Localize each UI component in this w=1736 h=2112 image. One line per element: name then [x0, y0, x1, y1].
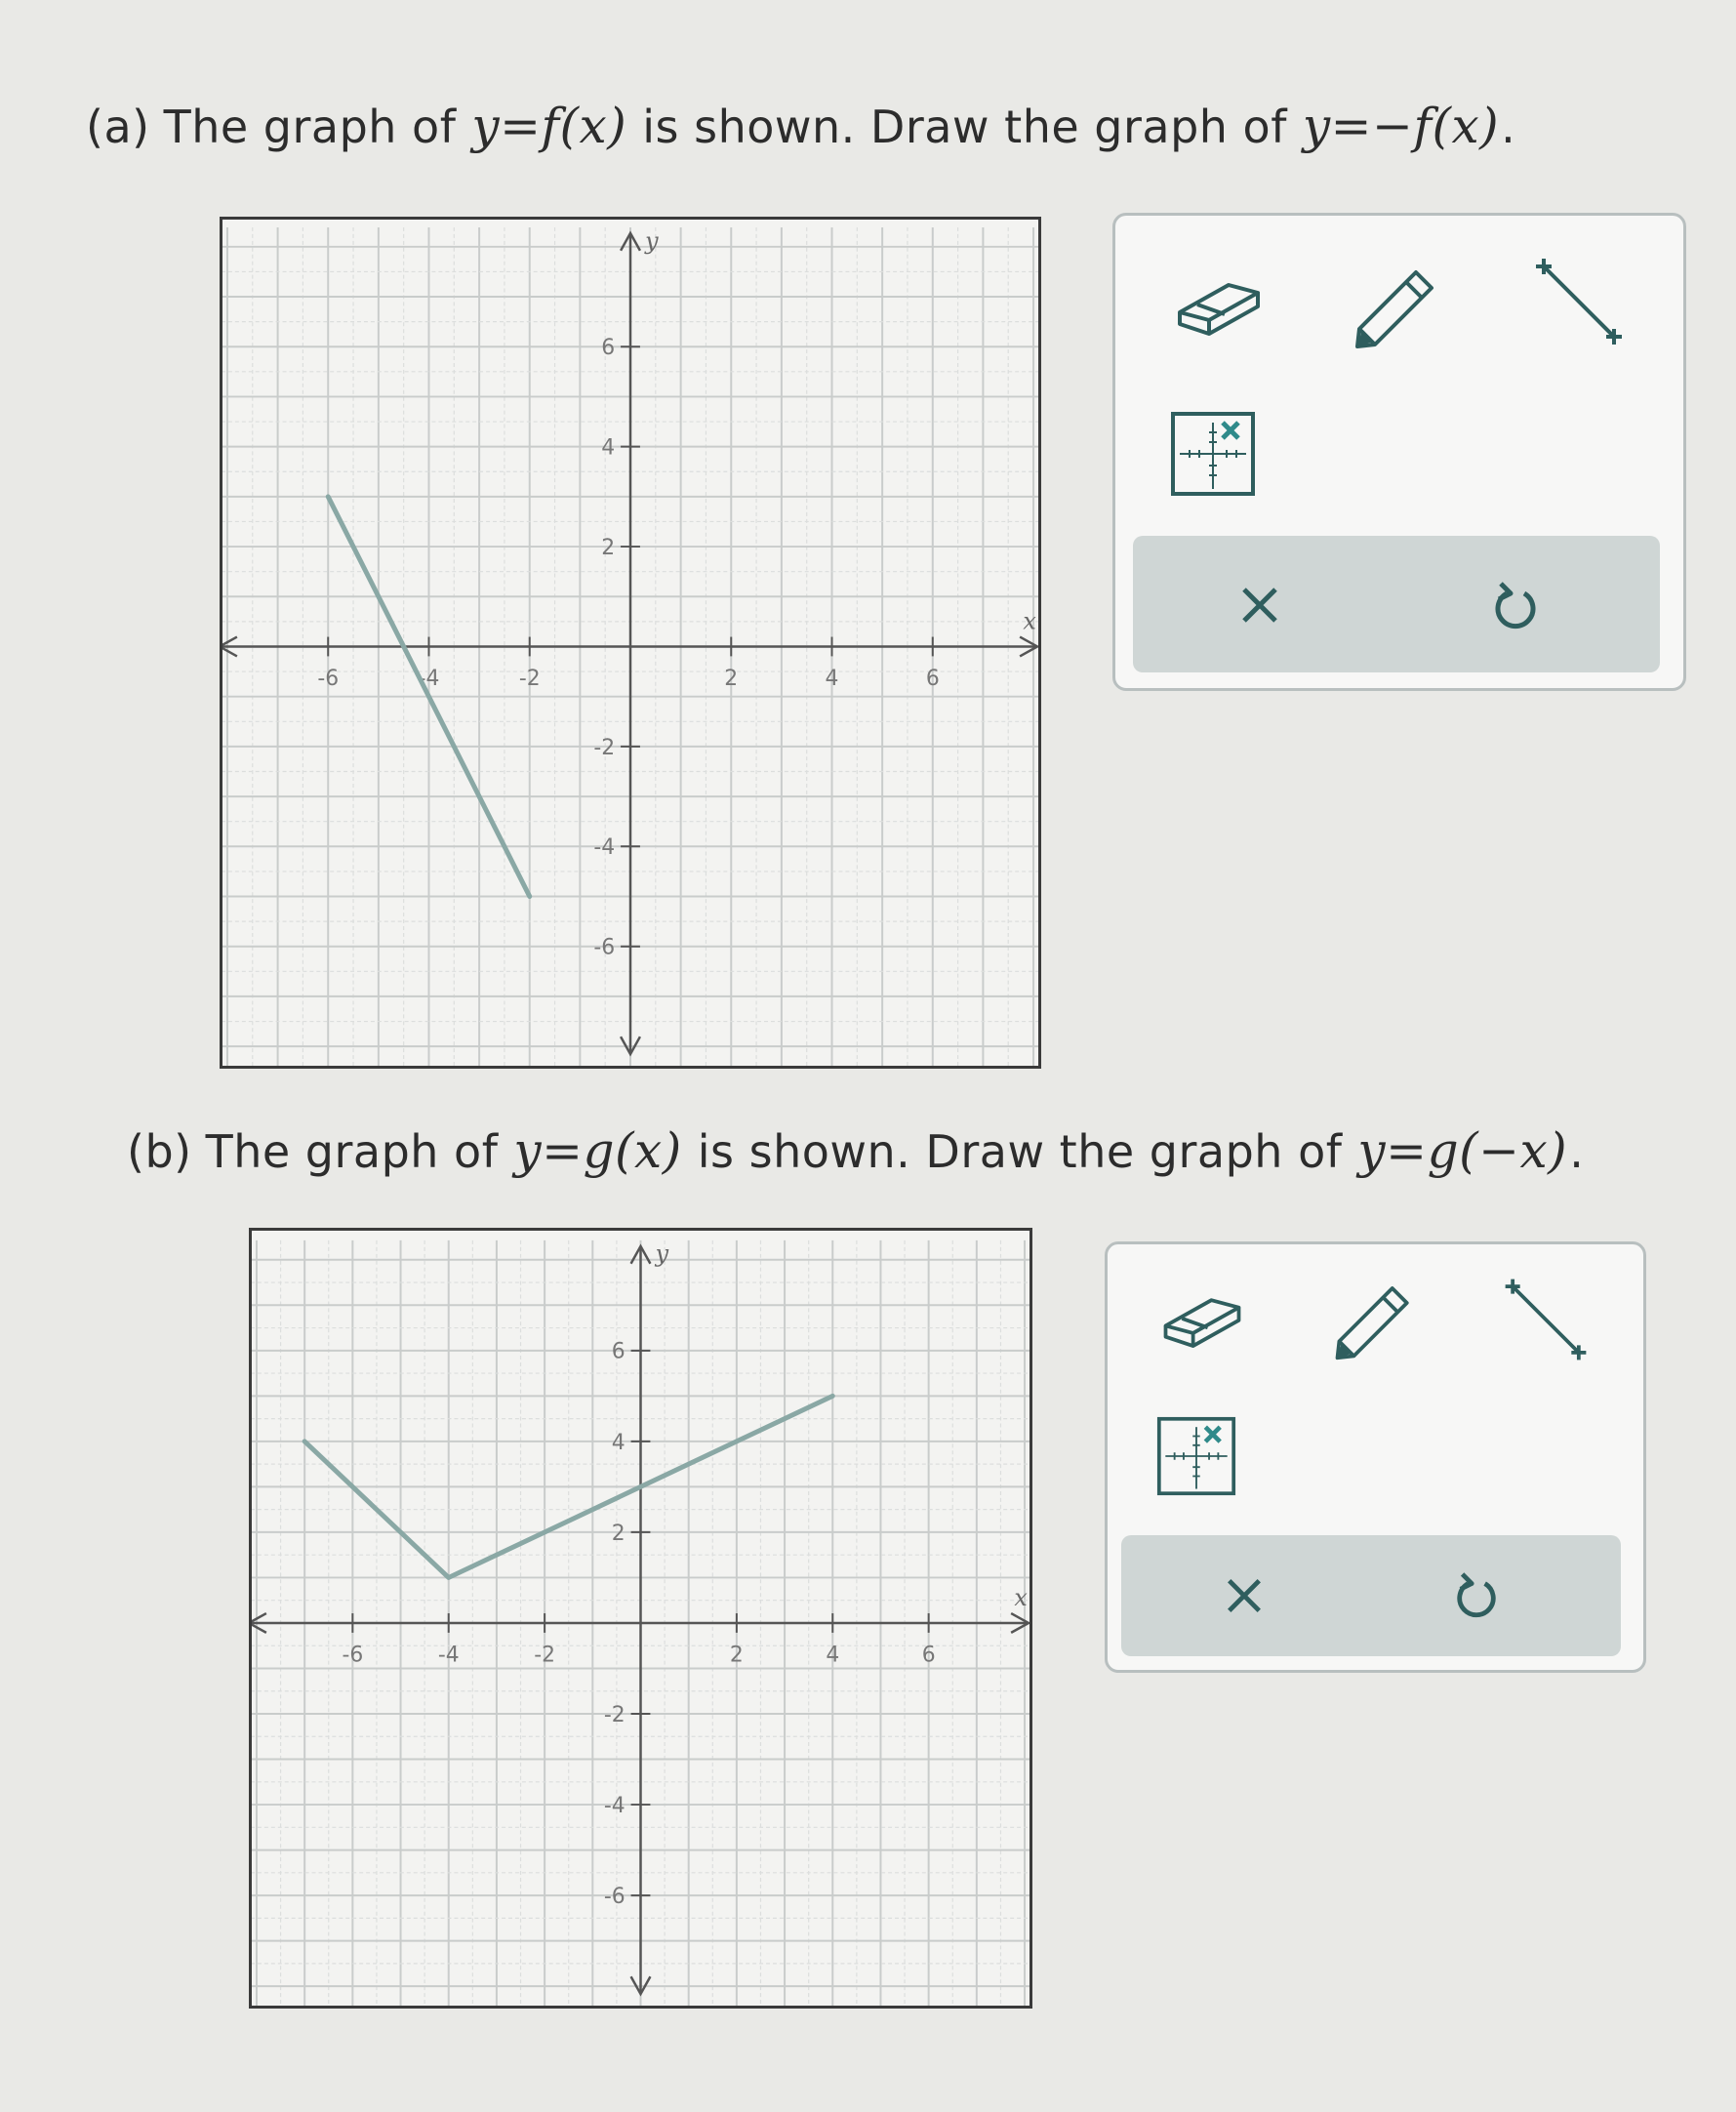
- point-grid-tool[interactable]: [1170, 411, 1256, 500]
- prompt-b: [127, 1122, 1584, 1179]
- x-tick-label: 4: [826, 1643, 840, 1668]
- tool-panel-a: [1112, 213, 1686, 691]
- prompt-end: .: [1569, 1125, 1585, 1178]
- y-axis-label: y: [645, 226, 659, 255]
- y-tick-label: 2: [601, 535, 616, 561]
- given-function: y=f(x): [471, 98, 627, 154]
- pencil-icon: [1330, 1274, 1418, 1361]
- x-tick-label: 6: [925, 667, 940, 692]
- prompt-text: The graph of: [163, 101, 457, 153]
- x-axis-label: x: [1023, 607, 1036, 635]
- eraser-icon: [1158, 1285, 1246, 1350]
- line-tool[interactable]: [1500, 1274, 1592, 1368]
- close-icon: [1238, 584, 1281, 627]
- x-tick-label: -4: [437, 1643, 460, 1668]
- x-tick-label: -6: [317, 667, 340, 692]
- x-axis-label: x: [1014, 1584, 1028, 1612]
- graph-svg-a[interactable]: [222, 220, 1038, 1066]
- part-label: (b): [127, 1125, 192, 1178]
- action-bar-b: [1121, 1535, 1621, 1656]
- undo-button[interactable]: [1476, 567, 1554, 645]
- x-tick-label: 4: [825, 667, 839, 692]
- x-tick-label: 6: [921, 1643, 936, 1668]
- prompt-text: The graph of: [205, 1125, 499, 1178]
- graph-canvas-a[interactable]: [220, 217, 1041, 1069]
- eraser-tool[interactable]: [1158, 1285, 1246, 1353]
- x-tick-label: -2: [534, 1643, 555, 1668]
- target-function: y=g(−x): [1357, 1122, 1568, 1179]
- part-label: (a): [86, 101, 150, 153]
- y-tick-label: 6: [611, 1339, 626, 1364]
- pencil-icon: [1350, 257, 1443, 350]
- axes: [222, 233, 1037, 1054]
- x-tick-label: 2: [724, 667, 739, 692]
- eraser-tool[interactable]: [1172, 269, 1266, 341]
- pencil-tool[interactable]: [1330, 1274, 1418, 1364]
- y-tick-label: 2: [611, 1521, 626, 1546]
- clear-button[interactable]: [1207, 1563, 1281, 1629]
- close-icon: [1224, 1575, 1265, 1616]
- y-tick-label: 4: [611, 1430, 626, 1455]
- x-tick-label: -2: [518, 667, 541, 692]
- prompt-end: .: [1501, 101, 1516, 153]
- coordinate-grid-icon: [1170, 411, 1256, 497]
- undo-icon: [1453, 1570, 1500, 1621]
- tool-panel-b: [1105, 1241, 1646, 1673]
- y-tick-label: -4: [603, 1793, 626, 1818]
- point-grid-tool[interactable]: [1156, 1416, 1236, 1499]
- y-tick-label: -2: [603, 1702, 626, 1727]
- prompt-a: [86, 98, 1515, 154]
- line-segment-icon: [1500, 1274, 1592, 1365]
- x-tick-label: -6: [342, 1643, 364, 1668]
- undo-button[interactable]: [1439, 1559, 1514, 1633]
- graph-canvas-b[interactable]: [249, 1228, 1032, 2009]
- undo-icon: [1491, 580, 1540, 632]
- pencil-tool[interactable]: [1350, 257, 1443, 353]
- target-function: y=−f(x): [1302, 98, 1500, 154]
- y-tick-label: -6: [603, 1885, 626, 1910]
- line-tool[interactable]: [1530, 253, 1628, 353]
- prompt-text: is shown. Draw the graph of: [697, 1125, 1343, 1178]
- action-bar-a: [1133, 536, 1660, 672]
- prompt-text: is shown. Draw the graph of: [642, 101, 1287, 153]
- coordinate-grid-icon: [1156, 1416, 1236, 1496]
- y-tick-label: 6: [601, 336, 616, 361]
- y-tick-label: -6: [593, 935, 616, 960]
- eraser-icon: [1172, 269, 1266, 338]
- x-tick-label: -4: [418, 667, 440, 692]
- clear-button[interactable]: [1221, 571, 1299, 639]
- graph-svg-b[interactable]: [252, 1231, 1029, 2006]
- y-tick-label: -4: [593, 835, 616, 861]
- axes: [252, 1246, 1029, 1994]
- y-tick-label: 4: [601, 435, 616, 461]
- y-tick-label: -2: [593, 735, 616, 760]
- y-axis-label: y: [655, 1239, 669, 1268]
- x-tick-label: 2: [729, 1643, 744, 1668]
- given-function: y=g(x): [513, 1122, 682, 1179]
- line-segment-icon: [1530, 253, 1628, 350]
